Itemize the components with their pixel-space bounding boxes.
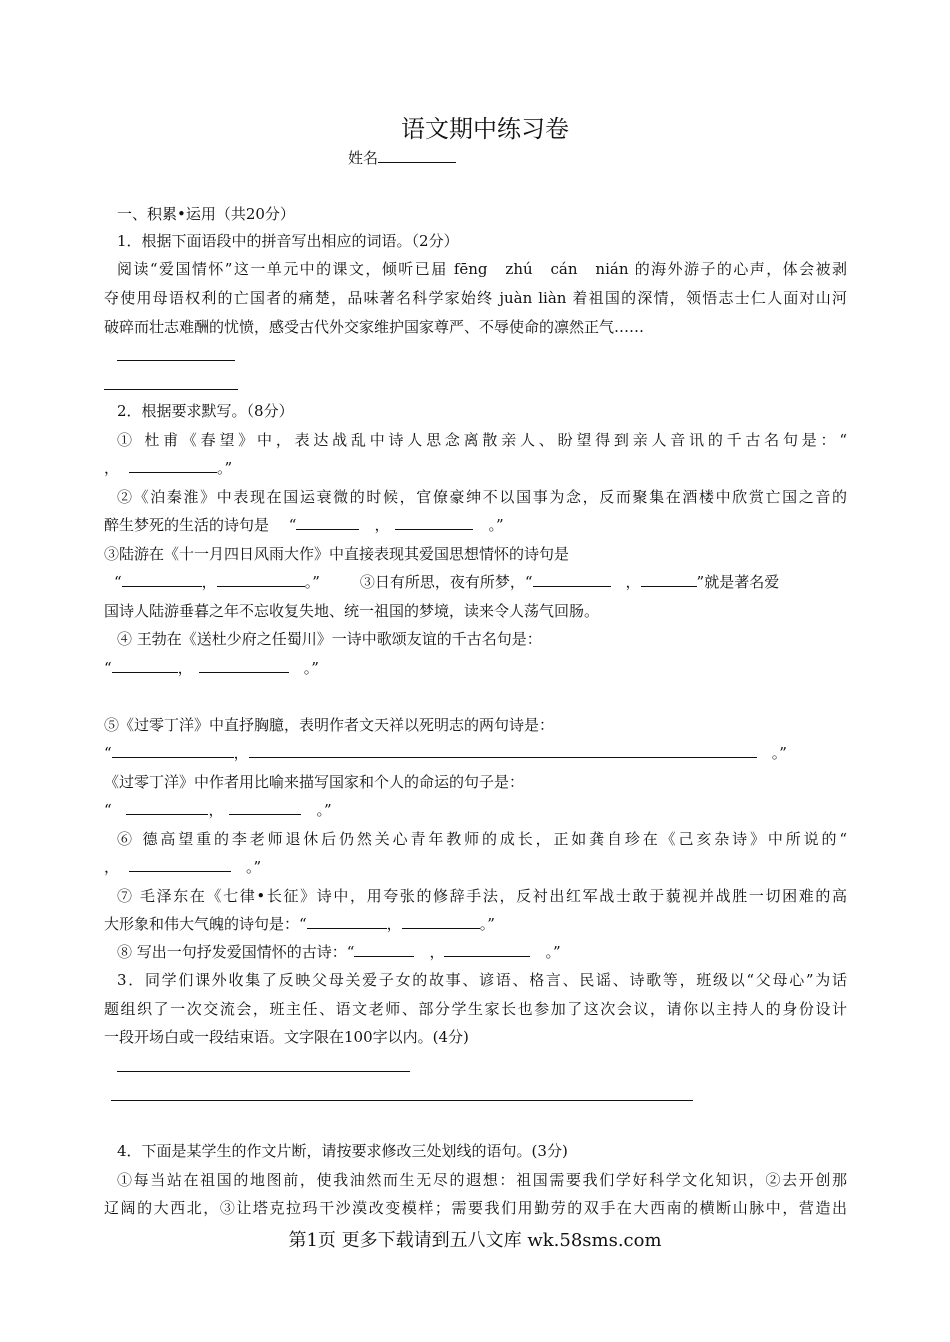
open-quote: “	[114, 573, 122, 591]
name-blank[interactable]	[378, 148, 456, 163]
prompt: 醉生梦死的生活的诗句是 “	[104, 516, 297, 534]
q1-stem: 1．根据下面语段中的拼音写出相应的词语。（2分）	[117, 232, 459, 250]
answer-blank[interactable]	[112, 658, 178, 673]
comma: ，	[201, 573, 217, 591]
close-quote: 。”	[231, 858, 262, 876]
q2-item-1-answer	[104, 458, 232, 478]
prompt: ③日有所思，夜有所梦，“	[359, 573, 533, 591]
q2-item-5-answer	[104, 743, 787, 763]
comma: ，	[208, 801, 224, 819]
answer-blank[interactable]	[217, 572, 305, 587]
q2-item-3-answer	[114, 572, 779, 592]
answer-blank[interactable]	[112, 743, 234, 758]
close-quote: 。”	[217, 459, 233, 477]
answer-blank[interactable]	[402, 914, 480, 929]
q1-answer-line-2[interactable]	[104, 389, 238, 390]
page-footer: 第1页 更多下载请到五八文库 wk.58sms.com	[288, 1230, 662, 1251]
q3-answer-line-1[interactable]	[117, 1071, 410, 1072]
close-quote: 。”	[473, 516, 504, 534]
comma: ，	[610, 573, 641, 591]
comma: ，	[386, 915, 402, 933]
q3-line-1: 3．同学们课外收集了反映父母关爱子女的故事、谚语、格言、民谣、诗歌等，班级以“父母心”为话	[117, 971, 847, 989]
answer-blank[interactable]	[126, 800, 208, 815]
q2-item-4: ④ 王勃在《送杜少府之任蜀川》一诗中歌颂友谊的千古名句是：	[117, 630, 542, 648]
comma: ，	[359, 516, 390, 534]
prompt-tail: ”就是著名爱	[696, 573, 780, 591]
prompt: ⑧ 写出一句抒发爱国情怀的古诗：“	[117, 943, 355, 961]
comma: ，	[104, 459, 120, 477]
q4-line-2: 辽阔的大西北，③让塔克拉玛干沙漠改变模样；需要我们用勤劳的双手在大西南的横断山脉中，营造出	[104, 1199, 847, 1217]
q1-passage-line-3: 破碎而壮志难酬的忧愤，感受古代外交家维护国家尊严、不辱使命的凛然正气……	[104, 318, 645, 336]
answer-blank[interactable]	[229, 800, 301, 815]
q2-item-7: ⑦ 毛泽东在《七律•长征》诗中，用夸张的修辞手法，反衬出红军战士敢于藐视并战胜一切困难的高	[117, 887, 847, 905]
q1-passage-line-2: 夺使用母语权利的亡国者的痛楚，品味著名科学家始终 juàn liàn 着祖国的深情，领悟志士仁人面对山河	[104, 289, 847, 307]
q2-item-2: ②《泊秦淮》中表现在国运衰微的时候，官僚豪绅不以国事为念，反而聚集在酒楼中欣赏亡国之音的	[117, 488, 847, 506]
comma: ，	[104, 858, 120, 876]
comma: ，	[233, 744, 249, 762]
q2-item-7-answer	[104, 914, 495, 934]
q3-line-3: 一段开场白或一段结束语。文字限在100字以内。(4分)	[104, 1028, 469, 1046]
q2-item-5-sub: 《过零丁洋》中作者用比喻来描写国家和个人的命运的句子是：	[104, 773, 525, 791]
name-label: 姓名	[348, 149, 379, 167]
q2-item-5-sub-answer	[104, 800, 332, 820]
section-heading: 一、积累•运用（共20分）	[117, 205, 295, 223]
q2-item-3: ③陆游在《十一月四日风雨大作》中直接表现其爱国思想情怀的诗句是	[104, 545, 570, 563]
answer-blank[interactable]	[129, 857, 231, 872]
answer-blank[interactable]	[354, 942, 414, 957]
close-quote: 。”	[288, 659, 319, 677]
close-quote: 。”	[479, 915, 495, 933]
q2-item-8	[117, 942, 561, 962]
q3-answer-line-2[interactable]	[111, 1100, 693, 1101]
q2-item-3-cont: 国诗人陆游垂暮之年不忘收复失地、统一祖国的梦境，读来令人荡气回肠。	[104, 602, 600, 620]
name-field	[348, 148, 456, 168]
close-quote: 。”	[304, 573, 320, 591]
answer-blank[interactable]	[307, 914, 387, 929]
answer-blank[interactable]	[129, 458, 217, 473]
q2-item-1: ① 杜甫《春望》中，表达战乱中诗人思念离散亲人、盼望得到亲人音讯的千古名句是：“	[117, 431, 847, 449]
comma: ，	[414, 943, 445, 961]
comma: ，	[177, 659, 193, 677]
prompt: 大形象和伟大气魄的诗句是：“	[104, 915, 307, 933]
open-quote: “	[104, 801, 117, 819]
q3-line-2: 题组织了一次交流会，班主任、语文老师、部分学生家长也参加了这次会议，请你以主持人的身份设计	[104, 1000, 847, 1018]
answer-blank[interactable]	[122, 572, 202, 587]
q4-stem: 4．下面是某学生的作文片断，请按要求修改三处划线的语句。(3分)	[117, 1142, 568, 1160]
q4-line-1: ①每当站在祖国的地图前，使我油然而生无尽的遐想：祖国需要我们学好科学文化知识，②去开创那	[117, 1171, 847, 1189]
answer-blank[interactable]	[249, 743, 757, 758]
open-quote: “	[104, 659, 112, 677]
page-title: 语文期中练习卷	[401, 115, 569, 143]
q2-item-6-answer	[104, 857, 261, 877]
answer-blank[interactable]	[444, 942, 530, 957]
answer-blank[interactable]	[199, 658, 289, 673]
q1-answer-line-1[interactable]	[117, 360, 235, 361]
close-quote: 。”	[530, 943, 561, 961]
answer-blank[interactable]	[395, 515, 473, 530]
q2-stem: 2．根据要求默写。（8分）	[117, 402, 294, 420]
q2-item-6: ⑥ 德高望重的李老师退休后仍然关心青年教师的成长，正如龚自珍在《己亥杂诗》中所说的“	[117, 830, 847, 848]
answer-blank[interactable]	[533, 572, 611, 587]
open-quote: “	[104, 744, 112, 762]
q2-item-5: ⑤《过零丁洋》中直抒胸臆，表明作者文天祥以死明志的两句诗是：	[104, 716, 555, 734]
answer-blank[interactable]	[641, 572, 697, 587]
q2-item-2-answer	[104, 515, 504, 535]
q1-passage-line-1: 阅读“爱国情怀”这一单元中的课文，倾听已届 fēng zhú cán nián 的海外游子的心声，体会被剥	[117, 260, 847, 278]
answer-blank[interactable]	[296, 515, 359, 530]
close-quote: 。”	[756, 744, 787, 762]
q2-item-4-answer	[104, 658, 319, 678]
close-quote: 。”	[301, 801, 332, 819]
